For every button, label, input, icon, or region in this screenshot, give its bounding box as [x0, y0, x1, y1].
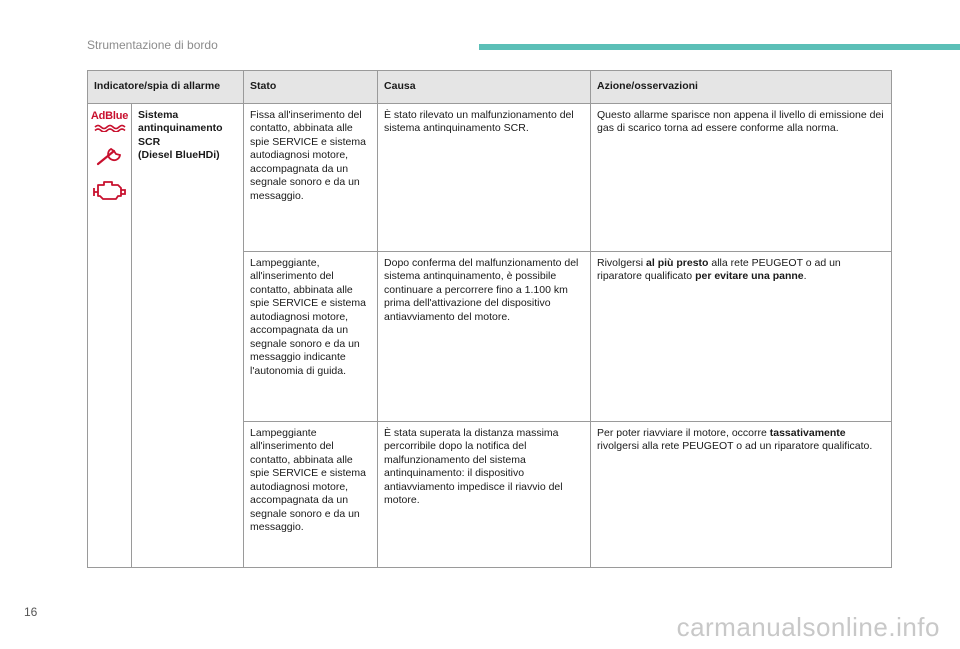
- site-watermark[interactable]: carmanualsonline.info: [676, 612, 940, 642]
- column-header-action: Azione/osservazioni: [591, 71, 892, 104]
- system-name-cell: [132, 104, 244, 568]
- state-cell: Fissa all'inserimento del contatto, abbinata alle spie SERVICE e sistema autodiagnosi motore, accompagnata da un segnale sonoro e da un messaggio.: [244, 104, 378, 252]
- cause-cell: Dopo conferma del malfunzionamento del sistema antinquinamento, è possibile continuare a percorrere fino a 1.100 km prima dell'attivazione del dispositivo antiavviamento del motore.: [378, 252, 591, 422]
- emphasis-text: tassativamente: [769, 427, 846, 439]
- system-label-line: Sistema: [138, 109, 179, 121]
- column-header-state: Stato: [244, 71, 378, 104]
- system-label-line: antinquinamento: [138, 122, 223, 135]
- wrench-icon: [90, 143, 129, 171]
- warning-lights-table: [87, 70, 892, 568]
- adblue-icon: AdBlue: [90, 109, 129, 137]
- emphasis-text: per evitare una panne: [695, 270, 804, 283]
- icons-cell: [88, 104, 132, 568]
- section-title: Strumentazione di bordo: [87, 38, 218, 52]
- cause-cell: È stato rilevato un malfunzionamento del sistema antinquinamento SCR.: [378, 104, 591, 252]
- emphasis-text: al più presto: [646, 257, 709, 269]
- system-label-line: (Diesel BlueHDi): [138, 149, 220, 162]
- section-accent-bar: [479, 44, 960, 50]
- column-header-indicator: Indicatore/spia di allarme: [88, 71, 244, 104]
- table-row: [88, 104, 892, 252]
- state-cell: Lampeggiante, all'inserimento del contatto, abbinata alle spie SERVICE e sistema autodiagnosi motore, accompagnata da un segnale sonoro e da un messaggio indicante l'autonomia di guida.: [244, 252, 378, 422]
- system-label-line: SCR: [138, 135, 161, 148]
- engine-icon: [90, 177, 129, 207]
- cause-cell: È stata superata la distanza massima percorribile dopo la notifica del malfunzionamento del sistema antinquinamento: il dispositivo antiavviamento impedisce il riavvio del motore.: [378, 422, 591, 568]
- table-header-row: [88, 71, 892, 104]
- state-cell: Lampeggiante all'inserimento del contatto, abbinata alle spie SERVICE e sistema autodiagnosi motore, accompagnata da un segnale sonoro e da un messaggio.: [244, 422, 378, 568]
- action-cell: Rivolgersi al più presto alla rete PEUGEOT o ad un riparatore qualificato per evitare una panne.: [591, 252, 892, 422]
- action-cell: Per poter riavviare il motore, occorre tassativamente rivolgersi alla rete PEUGEOT o ad un riparatore qualificato.: [591, 422, 892, 568]
- action-cell: Questo allarme sparisce non appena il livello di emissione dei gas di scarico torna ad essere conforme alla norma.: [591, 104, 892, 252]
- column-header-cause: Causa: [378, 71, 591, 104]
- page-number: 16: [24, 605, 38, 619]
